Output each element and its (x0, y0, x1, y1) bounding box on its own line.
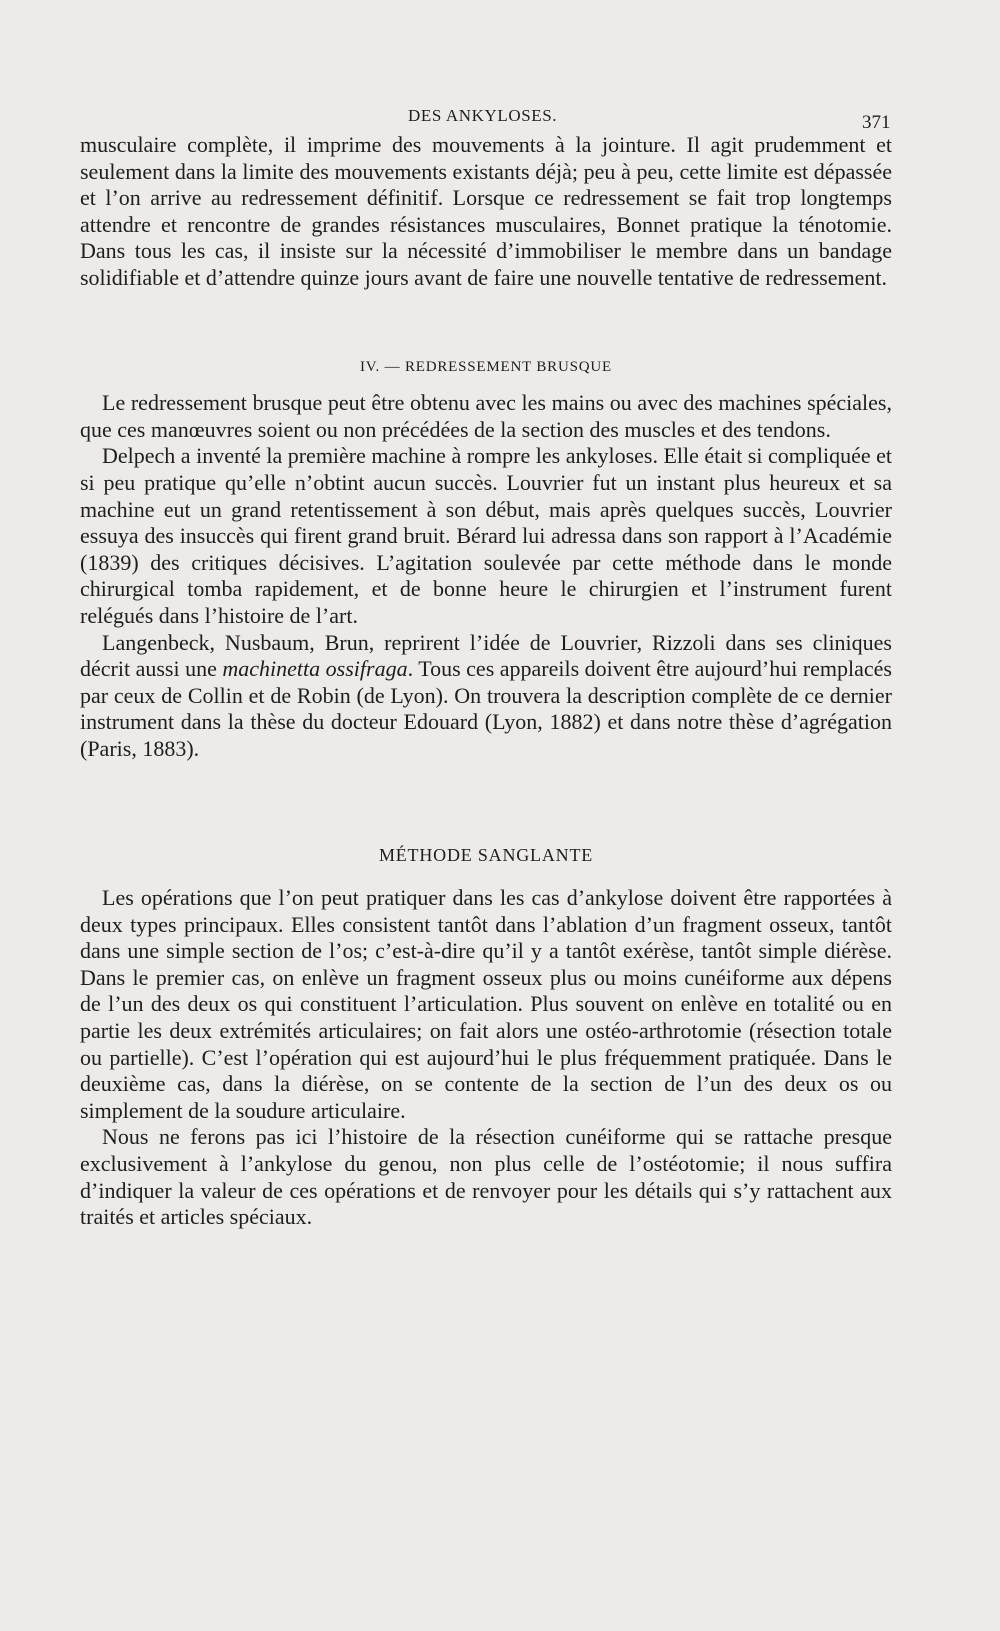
paragraph-redressement-intro: Le redressement brusque peut être obtenu avec les mains ou avec des machines spéciales, que ces manœuvres soient ou non précédées de la section des muscles et des tendons. (80, 390, 892, 442)
italic-term: machinetta ossifraga (222, 656, 408, 682)
paragraph-operations: Les opérations que l’on peut pratiquer dans les cas d’ankylose doivent être rapportées à deux types principaux. Elles consistent tantôt dans l’ablation d’un fragment osseux, tantôt dans une simple section de l’os; c’est-à-dire qu’il y a tantôt exérèse, tantôt simple diérèse. Dans le premier cas, on enlève un fragment osseux plus ou moins cunéiforme aux dépens de l’un des deux os qui constituent l’articulation. Plus souvent on enlève en totalité ou en partie les deux extrémités articulaires; on fait alors une ostéo-arthrotomie (résection totale ou partielle). C’est l’opération qui est aujourd’hui le plus fréquemment pratiquée. Dans le deuxième cas, dans la diérèse, on se contente de la section de l’un des deux os ou simplement de la soudure articulaire. (80, 885, 892, 1123)
section-heading-redressement-brusque: IV. — REDRESSEMENT BRUSQUE (360, 358, 612, 375)
paragraph-resection: Nous ne ferons pas ici l’histoire de la résection cunéiforme qui se rattache presque exclusivement à l’ankylose du genou, non plus celle de l’ostéotomie; il nous suffira d’indiquer la valeur de ces opérations et de renvoyer pour les détails qui s’y rattachent aux traités et articles spéciaux. (80, 1124, 892, 1230)
page-number: 371 (862, 112, 891, 133)
paragraph-langenbeck (80, 630, 892, 763)
running-head: DES ANKYLOSES. (408, 106, 558, 125)
body-text (80, 132, 892, 1231)
section-heading-methode-sanglante: MÉTHODE SANGLANTE (378, 845, 594, 866)
langenbeck-text-end: . Tous ces appareils doivent être aujourd’hui remplacés par ceux de Collin et de Robin (de Lyon). On trouvera la description complète de ce dernier instrument dans la thèse du docteur Edouard (Lyon, 1882) et dans notre thèse d’agrégation (Paris, 1883). (80, 656, 892, 761)
paragraph-delpech: Delpech a inventé la première machine à rompre les ankyloses. Elle était si compliquée et si peu pratique qu’elle n’obtint aucun succès. Louvrier fut un instant plus heureux et sa machine eut un grand retentissement à son début, mais après quelques succès, Louvrier essuya des insuccès qui firent grand bruit. Bérard lui adressa dans son rapport à l’Académie (1839) des critiques décisives. L’agitation soulevée par cette méthode dans le monde chirurgical tomba rapidement, et de bonne heure le chirurgien et l’instrument furent relégués dans l’histoire de l’art. (80, 443, 892, 628)
paragraph-continuation: musculaire complète, il imprime des mouvements à la jointure. Il agit prudemment et seulement dans la limite des mouvements existants déjà; peu à peu, cette limite est dépassée et l’on arrive au redressement définitif. Lorsque ce redressement se fait trop longtemps attendre et rencontre de grandes résistances musculaires, Bonnet pratique la ténotomie. Dans tous les cas, il insiste sur la nécessité d’immobiliser le membre dans un bandage solidifiable et d’attendre quinze jours avant de faire une nouvelle tentative de redressement. (80, 132, 892, 290)
langenbeck-text-start: Langenbeck, Nusbaum, Brun, reprirent l’idée de Louvrier, Rizzoli dans ses cliniques décrit aussi une (80, 629, 892, 682)
page-header (0, 104, 1000, 134)
